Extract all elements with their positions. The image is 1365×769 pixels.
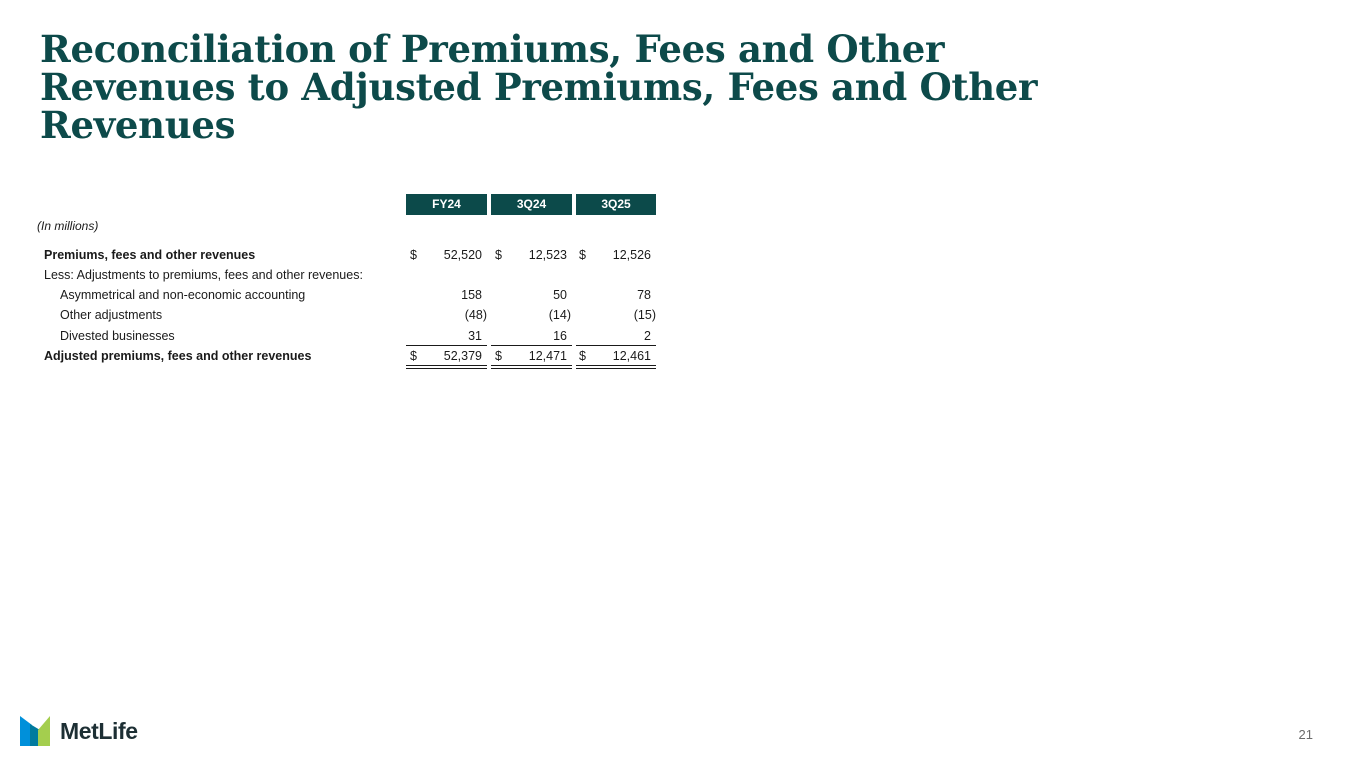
row-label-other-adjustments: Other adjustments <box>60 308 163 322</box>
currency-symbol: $ <box>410 349 417 363</box>
currency-symbol: $ <box>410 248 417 262</box>
total-double-rule <box>406 365 487 366</box>
units-note: (In millions) <box>37 219 99 233</box>
value-cell: 12,471 <box>528 349 567 363</box>
total-double-rule <box>576 368 656 369</box>
currency-symbol: $ <box>579 349 586 363</box>
row-label-divested: Divested businesses <box>60 329 175 343</box>
column-header-3q25: 3Q25 <box>576 194 656 215</box>
currency-symbol: $ <box>495 349 502 363</box>
column-header-fy24: FY24 <box>406 194 487 215</box>
value-cell: 2 <box>644 329 651 343</box>
value-cell: 52,520 <box>443 248 482 262</box>
metlife-logo <box>20 716 160 746</box>
value-cell: 52,379 <box>443 349 482 363</box>
value-cell: 12,526 <box>612 248 651 262</box>
value-cell: 50 <box>553 288 567 302</box>
metlife-logo-icon <box>20 716 52 746</box>
currency-symbol: $ <box>495 248 502 262</box>
total-double-rule <box>406 368 487 369</box>
column-header-3q24: 3Q24 <box>491 194 572 215</box>
value-cell: 31 <box>468 329 482 343</box>
row-label-adjusted-total: Adjusted premiums, fees and other revenues <box>44 349 312 363</box>
subtotal-rule <box>406 345 487 346</box>
value-cell: 12,461 <box>612 349 651 363</box>
brand-name: MetLife <box>60 718 138 744</box>
total-double-rule <box>491 368 572 369</box>
value-cell: 158 <box>461 288 482 302</box>
value-cell: 78 <box>637 288 651 302</box>
currency-symbol: $ <box>579 248 586 262</box>
subtotal-rule <box>491 345 572 346</box>
value-cell: (48) <box>464 308 487 322</box>
total-double-rule <box>576 365 656 366</box>
row-label-less-adjustments: Less: Adjustments to premiums, fees and other revenues: <box>44 268 363 282</box>
row-label-premiums: Premiums, fees and other revenues <box>44 248 256 262</box>
page-number: 21 <box>1298 727 1313 742</box>
value-cell: (14) <box>548 308 571 322</box>
subtotal-rule <box>576 345 656 346</box>
value-cell: 16 <box>553 329 567 343</box>
total-double-rule <box>491 365 572 366</box>
value-cell: 12,523 <box>528 248 567 262</box>
row-label-asymmetrical: Asymmetrical and non-economic accounting <box>60 288 306 302</box>
value-cell: (15) <box>633 308 656 322</box>
page-title: Reconciliation of Premiums, Fees and Other Revenues to Adjusted Premiums, Fees and Other Revenues <box>40 27 1038 147</box>
